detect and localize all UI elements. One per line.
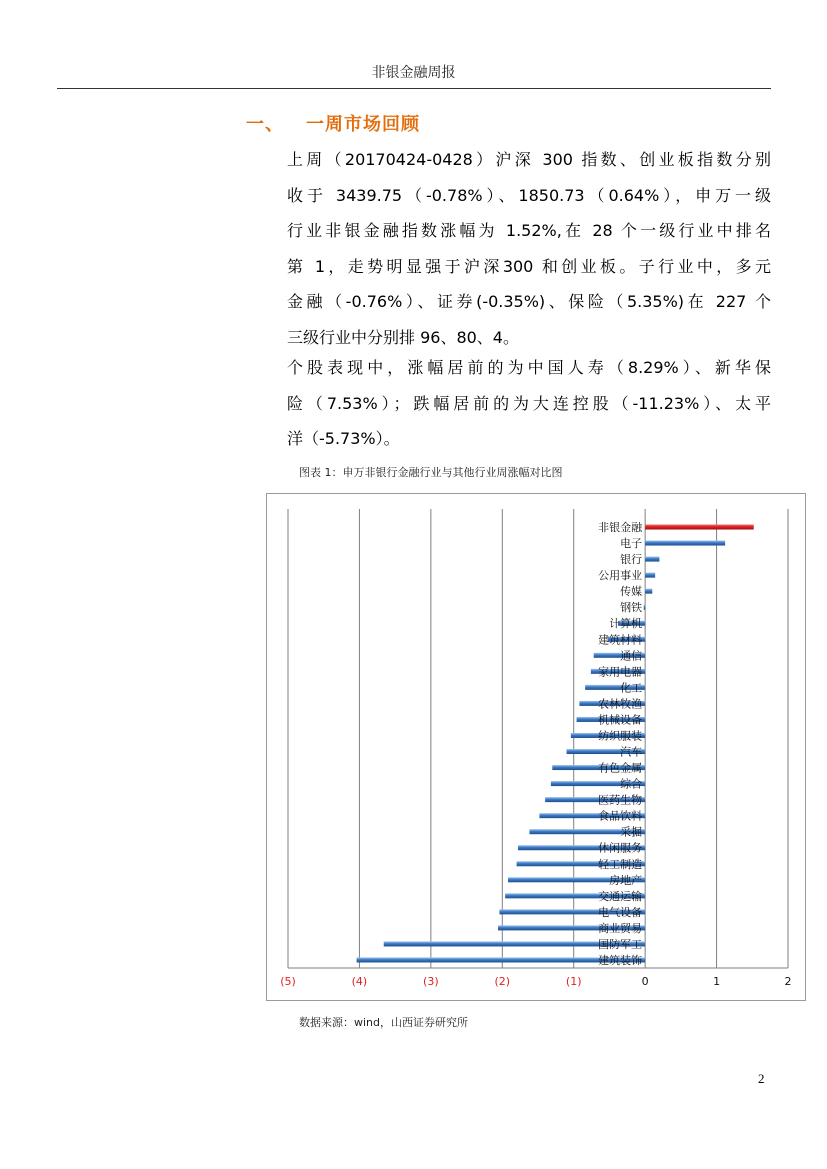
data-source: 数据来源：wind，山西证券研究所 bbox=[299, 1016, 469, 1029]
x-tick-label: (3) bbox=[423, 975, 439, 988]
market-review-paragraph bbox=[287, 142, 771, 356]
x-tick-label: (4) bbox=[351, 975, 368, 988]
category-label: 电气设备 bbox=[598, 905, 643, 919]
category-label: 商业贸易 bbox=[598, 921, 643, 935]
header-divider bbox=[57, 88, 771, 89]
bar-2 bbox=[645, 557, 659, 562]
category-label: 采掘 bbox=[620, 825, 643, 839]
x-tick-label: (2) bbox=[494, 975, 511, 988]
bar-5 bbox=[644, 605, 646, 610]
paragraph-line: 收于 3439.75（-0.78%）、1850.73（0.64%），申万一级 bbox=[287, 185, 771, 205]
category-label: 房地产 bbox=[609, 873, 643, 887]
industry-bar-chart bbox=[266, 493, 806, 1001]
category-label: 钢铁 bbox=[620, 601, 643, 615]
category-label: 交通运输 bbox=[598, 889, 643, 903]
category-label: 建筑装饰 bbox=[598, 953, 643, 967]
category-label: 食品饮料 bbox=[598, 809, 643, 823]
header-title: 非银金融周报 bbox=[371, 65, 456, 81]
bar-0 bbox=[645, 525, 754, 530]
category-label: 综合 bbox=[620, 777, 643, 791]
paragraph-line: 上周（20170424-0428）沪深 300 指数、创业板指数分别 bbox=[287, 150, 771, 169]
bar-1 bbox=[645, 541, 725, 546]
x-tick-label: (1) bbox=[565, 975, 582, 988]
section-title: 一周市场回顾 bbox=[306, 114, 420, 135]
category-label: 通信 bbox=[620, 649, 643, 663]
category-label: 非银金融 bbox=[598, 521, 643, 535]
category-label: 医药生物 bbox=[598, 793, 643, 807]
paragraph-line: 三级行业中分别排 96、80、4。 bbox=[287, 327, 519, 347]
category-label: 轻工制造 bbox=[598, 857, 643, 871]
category-label: 有色金属 bbox=[598, 761, 643, 775]
page-number: 2 bbox=[758, 1071, 765, 1086]
category-label: 汽车 bbox=[620, 745, 643, 759]
x-tick-label: 2 bbox=[784, 975, 792, 988]
paragraph-line: 洋（-5.73%）。 bbox=[287, 429, 400, 449]
category-label: 公用事业 bbox=[598, 569, 643, 583]
category-label: 农林牧渔 bbox=[598, 697, 643, 711]
category-label: 机械设备 bbox=[598, 713, 643, 727]
x-tick-label: (5) bbox=[280, 975, 296, 988]
category-label: 计算机 bbox=[609, 617, 643, 631]
x-tick-label: 0 bbox=[641, 975, 649, 988]
figure-caption: 图表 1：申万非银行金融行业与其他行业周涨幅对比图 bbox=[299, 466, 563, 479]
category-label: 化工 bbox=[620, 681, 643, 695]
paragraph-line: 行业非银金融指数涨幅为 1.52%,在 28 个一级行业中排名 bbox=[287, 221, 771, 241]
paragraph-line: 个股表现中，涨幅居前的为中国人寿（8.29%）、新华保 bbox=[287, 358, 771, 377]
category-label: 传媒 bbox=[620, 585, 643, 599]
section-number: 一、 bbox=[246, 114, 284, 135]
bar-4 bbox=[645, 589, 652, 594]
paragraph-line: 金融（-0.76%）、证券(-0.35%)、保险（5.35%)在 227 个 bbox=[287, 292, 771, 312]
category-label: 休闲服务 bbox=[598, 841, 643, 855]
paragraph-line: 第 1，走势明显强于沪深300 和创业板。子行业中，多元 bbox=[287, 256, 771, 276]
bar-3 bbox=[645, 573, 655, 578]
category-label: 纺织服装 bbox=[598, 729, 643, 743]
section-heading bbox=[246, 110, 420, 136]
stock-performance-paragraph bbox=[287, 350, 771, 457]
category-label: 国防军工 bbox=[598, 937, 643, 951]
x-tick-label: 1 bbox=[713, 975, 721, 988]
category-label: 建筑材料 bbox=[598, 633, 643, 647]
chart-svg bbox=[267, 494, 805, 1000]
category-label: 电子 bbox=[620, 537, 643, 551]
category-label: 家用电器 bbox=[598, 665, 643, 679]
category-label: 银行 bbox=[620, 553, 643, 567]
paragraph-line: 险（7.53%）；跌幅居前的为大连控股（-11.23%）、太平 bbox=[287, 393, 771, 413]
